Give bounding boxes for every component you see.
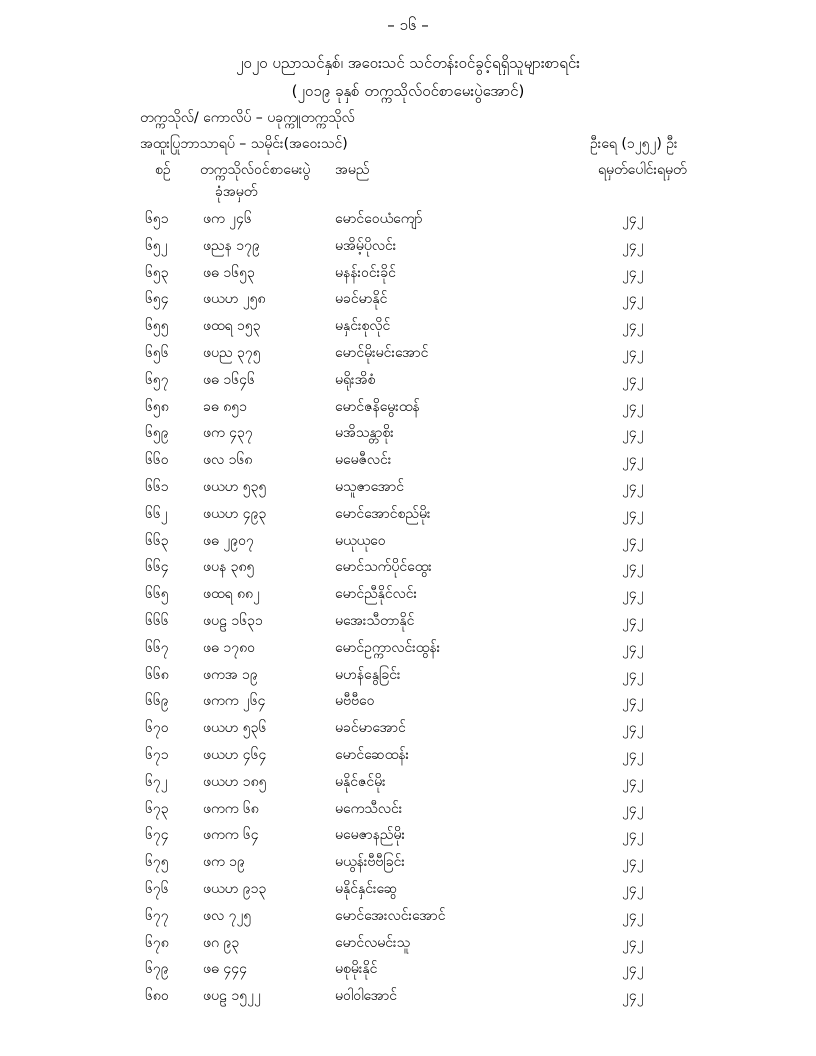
row-number: ၆၇၁	[145, 746, 169, 763]
score: ၂၄၂	[622, 961, 644, 978]
specialization-label: အထူးပြုဘာသာရပ် – သမိုင်း(အဝေးသင်)	[140, 136, 348, 152]
table-row	[0, 579, 816, 606]
student-name: မောင်သက်ပိုင်ထွေး	[335, 559, 432, 576]
row-number: ၆၅၃	[145, 264, 169, 281]
score: ၂၄၂	[622, 773, 644, 790]
score: ၂၄၂	[622, 318, 644, 335]
roll-number: ဖညန ၁၇၉	[203, 237, 260, 254]
row-number: ၆၅၆	[145, 344, 169, 361]
score: ၂၄၂	[622, 827, 644, 844]
student-name: မယုယုဝေ	[335, 532, 386, 549]
student-name: မောင်ဇနိမွေးထန်	[335, 398, 420, 415]
roll-number: ဖလ ၇၂၅	[203, 907, 252, 924]
roll-number: ဖဓ ၂၉၀၇	[203, 532, 254, 549]
student-name: မောင်ဝေယံကျော်	[335, 211, 423, 227]
total-count: ဦးရေ (၁၂၅၂) ဦး	[590, 136, 678, 152]
score: ၂၄၂	[622, 746, 644, 763]
student-name: မနိုင်ဇင်မိုး	[335, 773, 386, 790]
student-name: မယွန်းဗီဗီခြင်း	[335, 854, 405, 871]
table-row	[0, 204, 816, 231]
score: ၂၄၂	[622, 559, 644, 576]
score: ၂၄၂	[622, 666, 644, 683]
row-number: ၆၅၅	[145, 318, 169, 335]
row-number: ၆၇၇	[145, 907, 169, 924]
score: ၂၄၂	[622, 800, 644, 817]
roll-number: ဖထရ ၁၅၃	[203, 318, 261, 335]
table-row	[0, 338, 816, 365]
table-row	[0, 740, 816, 767]
score: ၂၄၂	[622, 264, 644, 281]
row-number: ၆၅၈	[145, 398, 169, 415]
table-row	[0, 981, 816, 1008]
row-number: ၆၆၁	[145, 478, 169, 495]
score: ၂၄၂	[622, 988, 644, 1005]
table-row	[0, 445, 816, 472]
row-number: ၆၇၉	[145, 961, 169, 978]
roll-number: ဖယဟ ၄၆၄	[203, 746, 267, 763]
header-score: ရမှတ်ပေါင်းရမှတ်	[598, 162, 687, 178]
roll-number: ဖယဟ ၄၉၃	[203, 505, 267, 522]
student-name: မနန်းဝင်းခိုင်	[335, 264, 396, 281]
score: ၂၄၂	[622, 344, 644, 361]
score: ၂၄၂	[622, 505, 644, 522]
student-name: မောင်ဥက္ကာလင်းထွန်း	[335, 639, 441, 656]
roll-number: ဖကက ၆၈	[203, 800, 259, 817]
score: ၂၄၂	[622, 586, 644, 603]
table-row	[0, 901, 816, 928]
score: ၂၄၂	[622, 907, 644, 924]
roll-number: ဖပဠ ၁၅၂၂	[203, 988, 261, 1005]
student-name: မရိုးအိစံ	[335, 371, 376, 388]
roll-number: ဖပည ၃၇၅	[203, 344, 261, 361]
row-number: ၆၇၈	[145, 934, 169, 951]
student-name: မဗီဗီဝေ	[335, 693, 375, 710]
student-name: မဝါဝါအောင်	[335, 988, 397, 1005]
roll-number: ဖဓ ၁၆၄၆	[203, 371, 255, 388]
table-row	[0, 499, 816, 526]
row-number: ၆၆၄	[145, 559, 169, 576]
header-roll: တက္ကသိုလ်ဝင်စာမေးပွဲ	[200, 162, 311, 178]
roll-number: ဖယဟ ၅၃၆	[203, 720, 267, 737]
roll-number: ဖက ၄၃၇	[203, 425, 253, 442]
university-label: တက္ကသိုလ်/ ကောလိပ် – ပခုက္ကူတက္ကသိုလ်	[140, 110, 355, 126]
student-name: မနိုင်နှင်းဆွေ	[335, 880, 398, 897]
roll-number: ဖယဟ ၉၁၃	[203, 880, 267, 897]
document-title: ၂၀၂၀ ပညာသင်နှစ်၊ အဝေးသင် သင်တန်းဝင်ခွင့်ရရှိသူများစာရင်း	[236, 54, 580, 72]
header-no: စဉ်	[155, 162, 171, 178]
student-name: မဟန်နွေခြင်း	[335, 666, 401, 683]
table-row	[0, 713, 816, 740]
roll-number: ဖဓ ၄၄၄	[203, 961, 247, 978]
roll-number: ဖလ ၁၆၈	[203, 452, 253, 469]
score: ၂၄၂	[622, 693, 644, 710]
table-row	[0, 660, 816, 687]
table-row	[0, 928, 816, 955]
score: ၂၄၂	[622, 934, 644, 951]
roll-number: ဖဓ ၁၆၅၃	[203, 264, 255, 281]
student-list	[0, 204, 816, 1008]
row-number: ၆၆၃	[145, 532, 169, 549]
table-row	[0, 258, 816, 285]
row-number: ၆၆၉	[145, 693, 169, 710]
table-row	[0, 418, 816, 445]
student-name: မခင်မာအောင်	[335, 720, 406, 737]
roll-number: ဖကအ ၁၉	[203, 666, 258, 683]
score: ၂၄၂	[622, 720, 644, 737]
roll-number: ဖက ၁၉	[203, 854, 245, 871]
roll-number: ဖကက ၂၆၄	[203, 693, 266, 710]
table-row	[0, 392, 816, 419]
header-name: အမည်	[335, 162, 370, 178]
row-number: ၆၇၅	[145, 854, 169, 871]
score: ၂၄၂	[622, 854, 644, 871]
table-row	[0, 472, 816, 499]
table-row	[0, 231, 816, 258]
score: ၂၄၂	[622, 371, 644, 388]
student-name: မောင်ဆေထန်း	[335, 746, 410, 763]
row-number: ၆၈၀	[145, 988, 169, 1005]
roll-number: ဖယဟ ၁၈၅	[203, 773, 267, 790]
score: ၂၄၂	[622, 398, 644, 415]
score: ၂၄၂	[622, 639, 644, 656]
roll-number: ဖပန ၃၈၅	[203, 559, 255, 576]
row-number: ၆၅၇	[145, 371, 169, 388]
document-subtitle: (၂၀၁၉ ခုနှစ် တက္ကသိုလ်ဝင်စာမေးပွဲအောင်)	[291, 82, 525, 100]
table-row	[0, 311, 816, 338]
roll-number: ဖက ၂၄၆	[203, 211, 252, 227]
row-number: ၆၆၅	[145, 586, 169, 603]
table-row	[0, 794, 816, 821]
student-name: မောင်အေးလင်းအောင်	[335, 907, 446, 924]
row-number: ၆၇၆	[145, 880, 169, 897]
row-number: ၆၆၂	[145, 505, 168, 522]
score: ၂၄၂	[622, 211, 644, 227]
roll-number: ဖယဟ ၅၃၅	[203, 478, 267, 495]
student-name: မအိမ့်ပိုလင်း	[335, 237, 397, 254]
student-name: မောင်အောင်စည်မိုး	[335, 505, 431, 522]
header-roll-2: ခုံအမှတ်	[215, 184, 258, 200]
student-name: မောင်မိုးမင်းအောင်	[335, 344, 429, 361]
student-name: မစုမိုးနိုင်	[335, 961, 378, 978]
score: ၂၄၂	[622, 880, 644, 897]
student-name: မောင်ညီနိုင်လင်း	[335, 586, 418, 603]
roll-number: ဖယဟ ၂၅၈	[203, 291, 266, 308]
row-number: ၆၅၉	[145, 425, 169, 442]
score: ၂၄၂	[622, 425, 644, 442]
student-name: မမေဇီလင်း	[335, 452, 392, 469]
table-row	[0, 847, 816, 874]
score: ၂၄၂	[622, 478, 644, 495]
student-name: မောင်လမင်းသူ	[335, 934, 411, 951]
table-row	[0, 284, 816, 311]
row-number: ၆၅၄	[145, 291, 169, 308]
row-number: ၆၆၆	[145, 612, 169, 629]
table-row	[0, 767, 816, 794]
row-number: ၆၅၁	[145, 211, 169, 227]
table-row	[0, 365, 816, 392]
roll-number: ဖဂ ၉၃	[203, 934, 240, 951]
roll-number: ဖကက ၆၄	[203, 827, 259, 844]
table-row	[0, 606, 816, 633]
score: ၂၄၂	[622, 612, 644, 629]
row-number: ၆၆၈	[145, 666, 169, 683]
student-name: မနှင်းစုလိုင်	[335, 318, 391, 335]
student-name: မသူဇာအောင်	[335, 478, 405, 495]
table-row	[0, 874, 816, 901]
student-name: မအေးသီတာနိုင်	[335, 612, 415, 629]
table-row	[0, 686, 816, 713]
table-row	[0, 820, 816, 847]
score: ၂၄၂	[622, 291, 644, 308]
row-number: ၆၆၀	[145, 452, 169, 469]
row-number: ၆၅၂	[145, 237, 168, 254]
page-number: – ၁၆ –	[387, 16, 429, 34]
table-row	[0, 526, 816, 553]
student-name: မမေဇာနည်မိုး	[335, 827, 406, 844]
row-number: ၆၇၂	[145, 773, 168, 790]
roll-number: ဖဓ ၁၇၈၀	[203, 639, 255, 656]
row-number: ၆၇၄	[145, 827, 169, 844]
roll-number: ဖထရ ၈၈၂	[203, 586, 260, 603]
roll-number: ခဓ ၈၅၁	[203, 398, 247, 415]
roll-number: ဖပဠ ၁၆၃၁	[203, 612, 263, 629]
student-name: မခင်မာနိုင်	[335, 291, 388, 308]
row-number: ၆၇၀	[145, 720, 169, 737]
table-row	[0, 954, 816, 981]
score: ၂၄၂	[622, 237, 644, 254]
student-name: မအိသန္တာစိုး	[335, 425, 394, 442]
student-name: မကေသီလင်း	[335, 800, 403, 817]
row-number: ၆၇၃	[145, 800, 169, 817]
score: ၂၄၂	[622, 532, 644, 549]
score: ၂၄၂	[622, 452, 644, 469]
table-row	[0, 552, 816, 579]
row-number: ၆၆၇	[145, 639, 169, 656]
table-row	[0, 633, 816, 660]
